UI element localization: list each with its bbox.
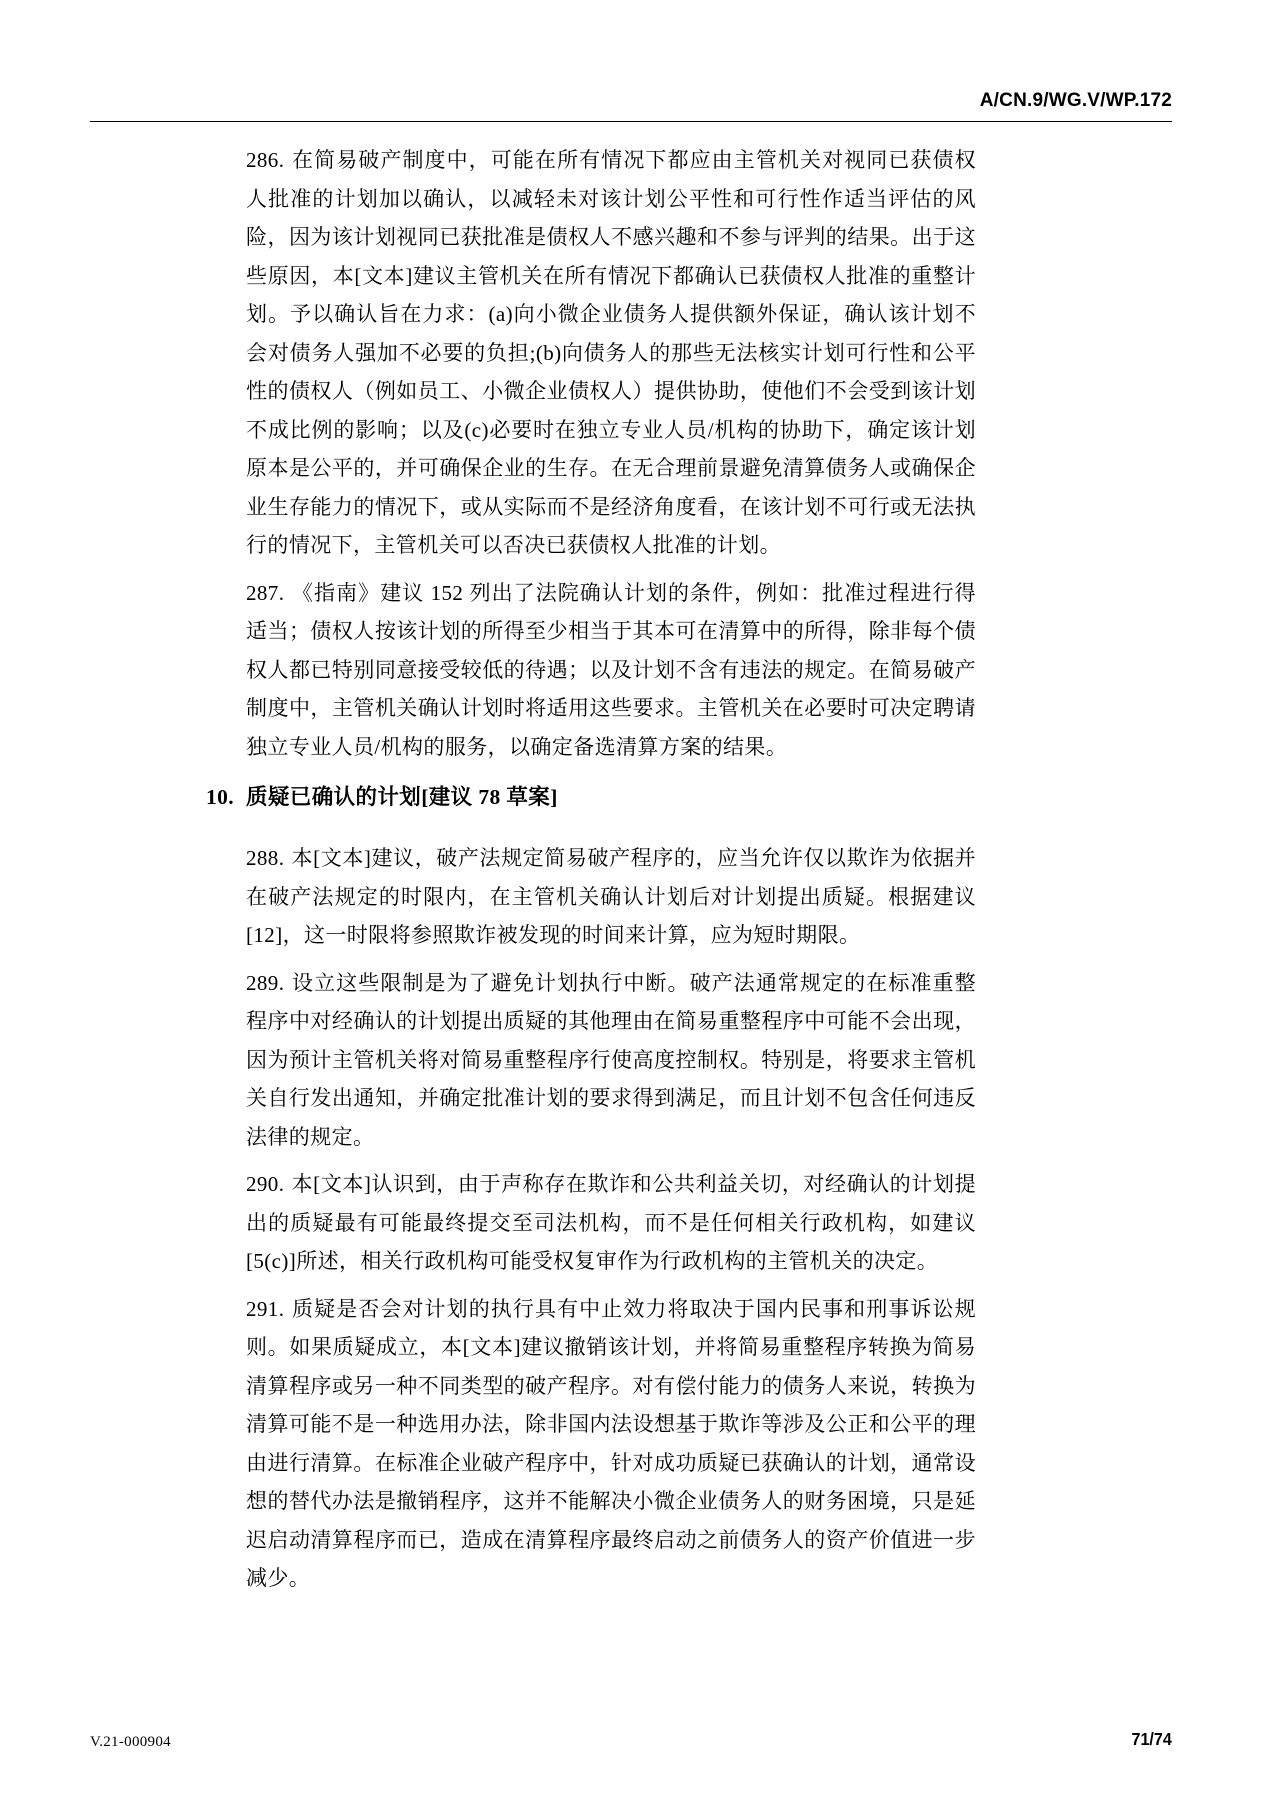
paragraph-287 [246,574,976,767]
footer-job-number: V.21-000904 [90,1734,171,1750]
paragraph-288 [246,839,976,955]
paragraph-text: 本[文本]建议，破产法规定简易破产程序的，应当允许仅以欺诈为依据并在破产法规定的时限内，在主管机关确认计划后对计划提出质疑。根据建议[12]，这一时限将参照欺诈被发现的时间来计算，应为短时期限。 [246,846,976,947]
paragraph-289 [246,964,976,1157]
paragraph-number: 288. [246,846,285,870]
header-rule [90,121,1172,122]
doc-symbol: A/CN.9/WG.V/WP.172 [979,90,1172,111]
paragraph-text: 本[文本]认识到，由于声称存在欺诈和公共利益关切，对经确认的计划提出的质疑最有可能最终提交至司法机构，而不是任何相关行政机构，如建议[5(c)]所述，相关行政机构可能受权复审作为行政机构的主管机关的决定。 [246,1172,976,1273]
paragraph-text: 设立这些限制是为了避免计划执行中断。破产法通常规定的在标准重整程序中对经确认的计划提出质疑的其他理由在简易重整程序中可能不会出现，因为预计主管机关将对简易重整程序行使高度控制权。特别是，将要求主管机关自行发出通知，并确定批准计划的要求得到满足，而且计划不包含任何违反法律的规定。 [246,970,976,1149]
document-body [206,141,976,1607]
paragraph-number: 290. [246,1172,285,1196]
paragraph-text: 质疑是否会对计划的执行具有中止效力将取决于国内民事和刑事诉讼规则。如果质疑成立，本[文本]建议撤销该计划，并将简易重整程序转换为简易清算程序或另一种不同类型的破产程序。对有偿付能力的债务人来说，转换为清算可能不是一种选用办法，除非国内法设想基于欺诈等涉及公正和公平的理由进行清算。在标准企业破产程序中，针对成功质疑已获确认的计划，通常设想的替代办法是撤销程序，这并不能解决小微企业债务人的财务困境，只是延迟启动清算程序而已，造成在清算程序最终启动之前债务人的资产价值进一步减少。 [246,1296,976,1590]
paragraph-number: 291. [246,1296,285,1321]
paragraph-number: 286. [246,148,285,172]
paragraph-text: 《指南》建议 152 列出了法院确认计划的条件，例如：批准过程进行得适当；债权人按该计划的所得至少相当于其本可在清算中的所得，除非每个债权人都已特别同意接受较低的待遇；以及计划不含有违法的规定。在简易破产制度中，主管机关确认计划时将适用这些要求。主管机关在必要时可决定聘请独立专业人员/机构的服务，以确定备选清算方案的结果。 [246,580,976,759]
section-number: 10. [206,785,235,809]
paragraph-number: 289. [246,970,285,995]
section-title: 质疑已确认的计划[建议 78 草案] [246,785,558,809]
paragraph-text: 在简易破产制度中，可能在所有情况下都应由主管机关对视同已获债权人批准的计划加以确认，以减轻未对该计划公平性和可行性作适当评估的风险，因为该计划视同已获批准是债权人不感兴趣和不参与评判的结果。出于这些原因，本[文本]建议主管机关在所有情况下都确认已获债权人批准的重整计划。予以确认旨在力求：(a)向小微企业债务人提供额外保证，确认该计划不会对债务人强加不必要的负担;(b)向债务人的那些无法核实计划可行性和公平性的债权人（例如员工、小微企业债权人）提供协助，使他们不会受到该计划不成比例的影响；以及(c)必要时在独立专业人员/机构的协助下，确定该计划原本是公平的，并可确保企业的生存。在无合理前景避免清算债务人或确保企业生存能力的情况下，或从实际而不是经济角度看，在该计划不可行或无法执行的情况下，主管机关可以否决已获债权人批准的计划。 [246,148,976,557]
paragraph-290 [246,1165,976,1281]
page-header [90,90,1172,112]
paragraph-286 [246,141,976,565]
section-heading [206,782,976,813]
paragraph-number: 287. [246,580,285,605]
paragraph-291 [246,1290,976,1598]
footer-page-number: 71/74 [1131,1729,1172,1749]
